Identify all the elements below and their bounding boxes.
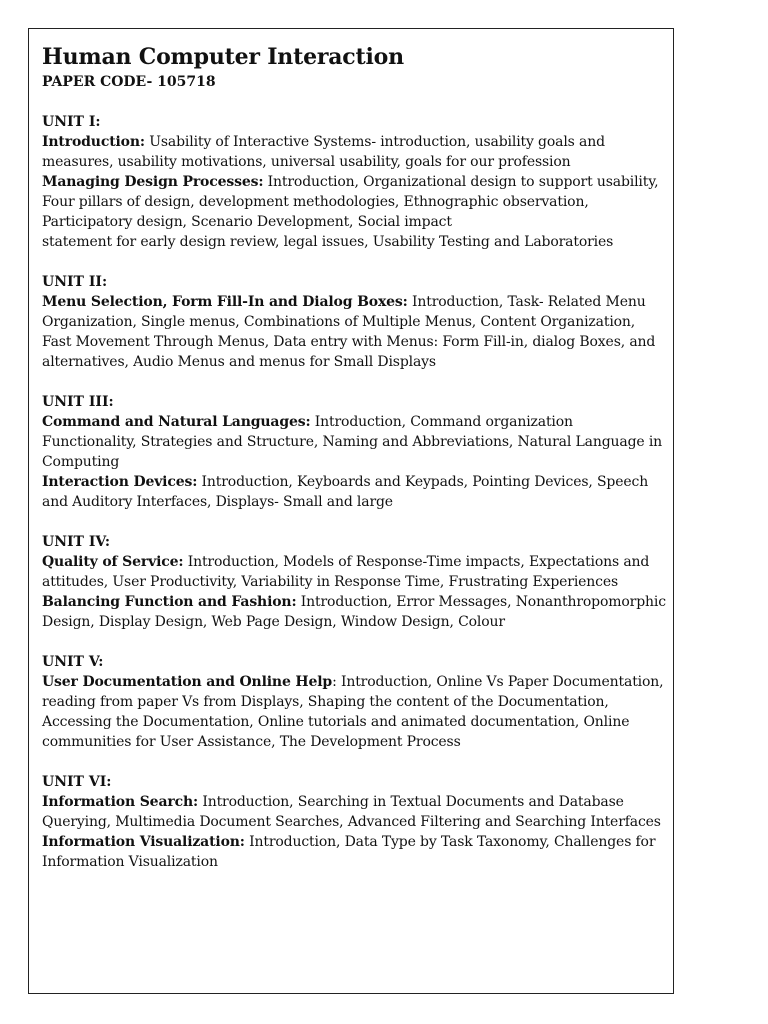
topic-paragraph [42, 472, 666, 512]
syllabus-content [42, 42, 666, 892]
topic-continuation: statement for early design review, legal issues, Usability Testing and Laboratories [42, 234, 614, 250]
topic-paragraph [42, 132, 666, 172]
topic-paragraph [42, 172, 666, 232]
unit-heading: UNIT IV: [42, 534, 111, 550]
topic-title: Information Visualization: [42, 834, 245, 850]
unit-heading: UNIT VI: [42, 774, 112, 790]
topic-text: Introduction, Command organization Functionality, Strategies and Structure, Naming and Abbreviations, Natural Language in Computing [42, 414, 663, 470]
paper-code: PAPER CODE- 105718 [42, 74, 216, 90]
topic-title: Introduction: [42, 134, 145, 150]
topic-title: Menu Selection, Form Fill-In and Dialog Boxes: [42, 294, 408, 310]
topic-paragraph [42, 552, 666, 592]
topic-paragraph [42, 412, 666, 472]
topic-title: Information Search: [42, 794, 199, 810]
topic-text: Introduction, Searching in Textual Documents and Database Querying, Multimedia Document Searches, Advanced Filtering and Searching Interfaces [42, 794, 661, 830]
unit-section-6 [42, 772, 666, 872]
unit-heading: UNIT II: [42, 274, 108, 290]
topic-text: Introduction, Data Type by Task Taxonomy, Challenges for Information Visualization [42, 834, 656, 870]
topic-title: Balancing Function and Fashion: [42, 594, 297, 610]
unit-section-3 [42, 392, 666, 512]
topic-title: User Documentation and Online Help [42, 674, 333, 690]
topic-title: Managing Design Processes: [42, 174, 264, 190]
topic-title: Quality of Service: [42, 554, 184, 570]
topic-text: Introduction, Error Messages, Nonanthropomorphic Design, Display Design, Web Page Design, Window Design, Colour [42, 594, 666, 630]
topic-text: Usability of Interactive Systems- introduction, usability goals and measures, usability motivations, universal usability, goals for our profession [42, 134, 605, 170]
unit-section-5 [42, 652, 666, 752]
document-title: Human Computer Interaction [42, 44, 404, 70]
topic-paragraph [42, 792, 666, 832]
topic-text: Introduction, Models of Response-Time impacts, Expectations and attitudes, User Productivity, Variability in Response Time, Frustrating Experiences [42, 554, 650, 590]
unit-section-2 [42, 272, 666, 372]
topic-paragraph [42, 832, 666, 872]
topic-title: Command and Natural Languages: [42, 414, 311, 430]
topic-text: Introduction, Organizational design to support usability, Four pillars of design, development methodologies, Ethnographic observation, Participatory design, Scenario Development, Social impact [42, 174, 659, 230]
unit-section-4 [42, 532, 666, 632]
topic-text: : Introduction, Online Vs Paper Documentation, reading from paper Vs from Displays, Shaping the content of the Documentation, Accessing the Documentation, Online tutorials and animated documentation, Online communities for User Assistance, The Development Process [42, 674, 664, 750]
unit-section-1 [42, 112, 666, 252]
unit-heading: UNIT V: [42, 654, 104, 670]
topic-text: Introduction, Task- Related Menu Organization, Single menus, Combinations of Multiple Menus, Content Organization, Fast Movement Through Menus, Data entry with Menus: Form Fill-in, dialog Boxes, and alternatives, Audio Menus and menus for Small Displays [42, 294, 656, 370]
topic-paragraph [42, 592, 666, 632]
topic-paragraph [42, 292, 666, 372]
topic-text: Introduction, Keyboards and Keypads, Pointing Devices, Speech and Auditory Interfaces, Displays- Small and large [42, 474, 649, 510]
unit-heading: UNIT I: [42, 114, 101, 130]
unit-heading: UNIT III: [42, 394, 114, 410]
topic-title: Interaction Devices: [42, 474, 198, 490]
topic-paragraph [42, 672, 666, 752]
